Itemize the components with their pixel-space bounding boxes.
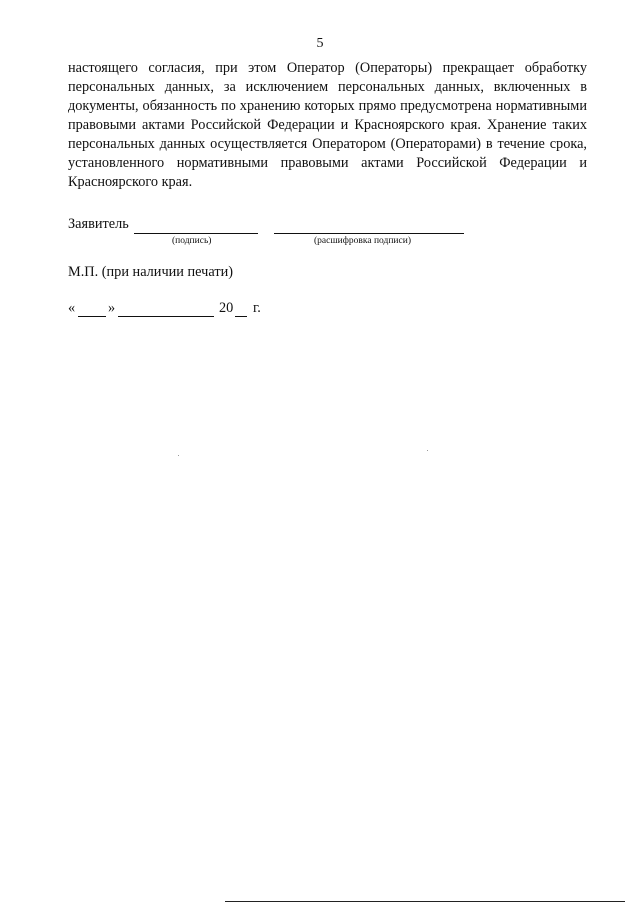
signature-line [134, 233, 258, 234]
scan-speck [178, 455, 179, 456]
date-year-line [235, 316, 247, 317]
date-year-prefix: 20 [219, 300, 234, 316]
date-block [68, 300, 328, 322]
signature-decoding-line [274, 233, 464, 234]
applicant-label: Заявитель [68, 216, 129, 232]
scan-speck [427, 450, 428, 451]
consent-paragraph: настоящего согласия, при этом Оператор (Операторы) прекращает обработку персональных данных, за исключением персональных данных, включенных в документы, обязанность по хранению которых прямо предусмотрена нормативными правовыми актами Российской Федерации и Красноярского края. Хранение таких персональных данных осуществляется Оператором (Операторами) в течение срока, установленного нормативными правовыми актами Российской Федерации и Красноярского края. [68, 60, 587, 190]
date-open-quote: « [68, 300, 76, 316]
page-number: 5 [316, 36, 324, 51]
stamp-note: М.П. (при наличии печати) [68, 264, 233, 280]
signature-decoding-caption: (расшифровка подписи) [314, 236, 411, 246]
date-close-quote: » [108, 300, 116, 316]
signature-caption: (подпись) [172, 236, 212, 246]
signature-block [68, 216, 588, 248]
date-day-line [78, 316, 106, 317]
footer-rule [225, 901, 625, 902]
date-year-suffix: г. [253, 300, 261, 316]
date-month-line [118, 316, 214, 317]
